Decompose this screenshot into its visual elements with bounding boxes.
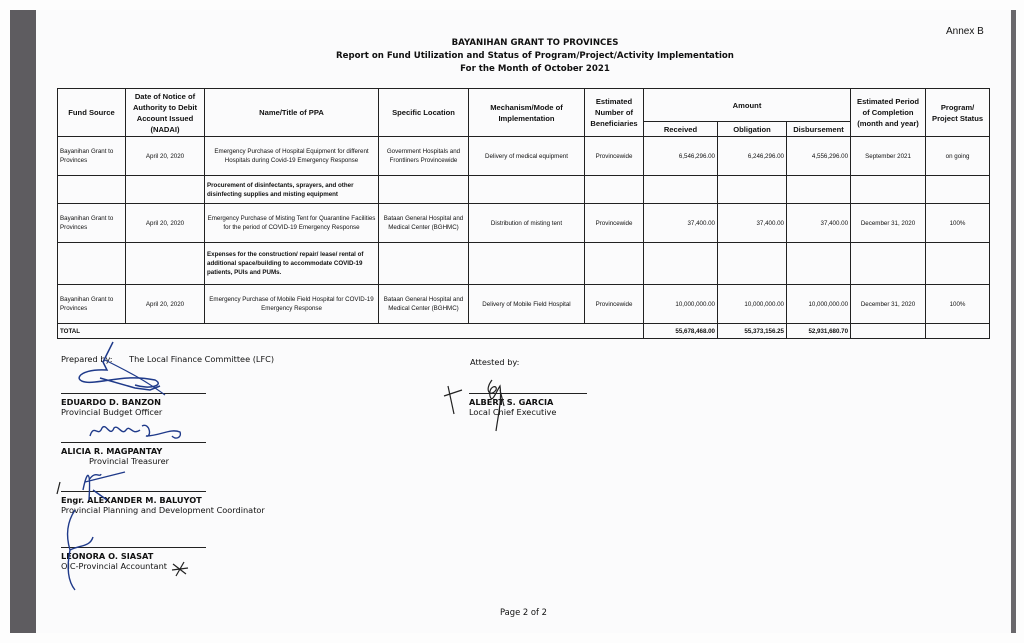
document-title: BAYANIHAN GRANT TO PROVINCES: [451, 38, 619, 48]
total-label: TOTAL: [58, 324, 644, 339]
col-header-amount: Amount: [644, 89, 851, 122]
cell-beneficiaries: Provincewide: [585, 137, 644, 176]
signatory-position: OIC-Provincial Accountant: [61, 561, 167, 571]
cell-received: 10,000,000.00: [644, 285, 718, 324]
signature-garcia-icon: [440, 376, 540, 436]
col-header-mechanism: Mechanism/Mode of Implementation: [469, 89, 585, 137]
cell-disbursement: 37,400.00: [787, 204, 851, 243]
page-number: Page 2 of 2: [500, 607, 547, 617]
col-header-ppa-title: Name/Title of PPA: [205, 89, 379, 137]
signatory-name: Engr. ALEXANDER M. BALUYOT: [61, 495, 202, 505]
cell-category-title: Procurement of disinfectants, sprayers, and other disinfecting supplies and misting equipment: [205, 176, 379, 204]
table-category-row: [58, 243, 990, 285]
cell-beneficiaries: Provincewide: [585, 204, 644, 243]
cell-ppa-title: Emergency Purchase of Hospital Equipment for different Hospitals during Covid-19 Emergency Response: [205, 137, 379, 176]
cell-received: 37,400.00: [644, 204, 718, 243]
scan-edge-left: [10, 10, 36, 633]
table-header-row: [58, 89, 990, 122]
signature-siasat-icon: [55, 505, 115, 595]
cell-completion: September 2021: [851, 137, 926, 176]
cell-location: Bataan General Hospital and Medical Center (BGHMC): [379, 204, 469, 243]
attester-position: Local Chief Executive: [469, 407, 557, 417]
table-category-row: [58, 176, 990, 204]
cell-status: 100%: [926, 204, 990, 243]
prepared-by-label: Prepared by:: [61, 354, 113, 364]
cell-location: Government Hospitals and Frontliners Provincewide: [379, 137, 469, 176]
prepared-by-committee: The Local Finance Committee (LFC): [129, 354, 275, 364]
cell-obligation: 37,400.00: [718, 204, 787, 243]
cell-ppa-title: Emergency Purchase of Mobile Field Hospital for COVID-19 Emergency Response: [205, 285, 379, 324]
cell-status: on going: [926, 137, 990, 176]
signature-magpantay-icon: [80, 418, 200, 458]
signatory-name: LEONORA O. SIASAT: [61, 551, 154, 561]
signatory-position: Provincial Treasurer: [89, 456, 170, 466]
initials-mark-icon: [170, 560, 190, 580]
total-obligation: 55,373,156.25: [718, 324, 787, 339]
signatory-position: Provincial Budget Officer: [61, 407, 163, 417]
cell-disbursement: 4,556,296.00: [787, 137, 851, 176]
cell-mechanism: Distribution of misting tent: [469, 204, 585, 243]
col-header-received: Received: [644, 122, 718, 137]
cell-disbursement: 10,000,000.00: [787, 285, 851, 324]
col-header-obligation: Obligation: [718, 122, 787, 137]
col-header-fund-source: Fund Source: [58, 89, 126, 137]
cell-obligation: 10,000,000.00: [718, 285, 787, 324]
signatory-name: ALICIA R. MAGPANTAY: [61, 446, 163, 456]
signatory-name: EDUARDO D. BANZON: [61, 397, 161, 407]
cell-nadai-date: April 20, 2020: [126, 137, 205, 176]
report-period: For the Month of October 2021: [460, 64, 610, 74]
attester-name: ALBERT S. GARCIA: [469, 397, 554, 407]
table-row: [58, 204, 990, 243]
cell-nadai-date: April 20, 2020: [126, 204, 205, 243]
col-header-beneficiaries: Estimated Number of Beneficiaries: [585, 89, 644, 137]
signatory-position: Provincial Planning and Development Coordinator: [61, 505, 265, 515]
fund-utilization-table: [57, 88, 990, 339]
signature-baluyot-icon: [55, 460, 135, 508]
table-row: [58, 137, 990, 176]
cell-obligation: 6,246,296.00: [718, 137, 787, 176]
total-disbursement: 52,931,680.70: [787, 324, 851, 339]
cell-nadai-date: April 20, 2020: [126, 285, 205, 324]
cell-fund-source: Bayanihan Grant to Provinces: [58, 204, 126, 243]
table-row: [58, 285, 990, 324]
cell-status: 100%: [926, 285, 990, 324]
cell-beneficiaries: Provincewide: [585, 285, 644, 324]
col-header-nadai-date: Date of Notice of Authority to Debit Account Issued (NADAI): [126, 89, 205, 137]
cell-ppa-title: Emergency Purchase of Misting Tent for Quarantine Facilities for the period of COVID-19 Emergency Response: [205, 204, 379, 243]
total-received: 55,678,468.00: [644, 324, 718, 339]
cell-location: Bataan General Hospital and Medical Center (BGHMC): [379, 285, 469, 324]
col-header-disbursement: Disbursement: [787, 122, 851, 137]
cell-category-title: Expenses for the construction/ repair/ lease/ rental of additional space/building to accommodate COVID-19 patients, PUIs and PUMs.: [205, 243, 379, 285]
attested-by-label: Attested by:: [470, 357, 520, 367]
document-title-block: [300, 37, 770, 76]
cell-received: 6,546,296.00: [644, 137, 718, 176]
table-total-row: [58, 324, 990, 339]
document-subtitle: Report on Fund Utilization and Status of Program/Project/Activity Implementation: [336, 51, 734, 61]
cell-completion: December 31, 2020: [851, 204, 926, 243]
cell-fund-source: Bayanihan Grant to Provinces: [58, 285, 126, 324]
scan-edge-right: [1011, 10, 1016, 633]
annex-label: Annex B: [946, 26, 984, 37]
col-header-status: Program/ Project Status: [926, 89, 990, 137]
cell-completion: December 31, 2020: [851, 285, 926, 324]
signature-banzon-icon: [55, 340, 225, 410]
cell-mechanism: Delivery of Mobile Field Hospital: [469, 285, 585, 324]
cell-mechanism: Delivery of medical equipment: [469, 137, 585, 176]
col-header-location: Specific Location: [379, 89, 469, 137]
col-header-completion: Estimated Period of Completion (month and year): [851, 89, 926, 137]
cell-fund-source: Bayanihan Grant to Provinces: [58, 137, 126, 176]
